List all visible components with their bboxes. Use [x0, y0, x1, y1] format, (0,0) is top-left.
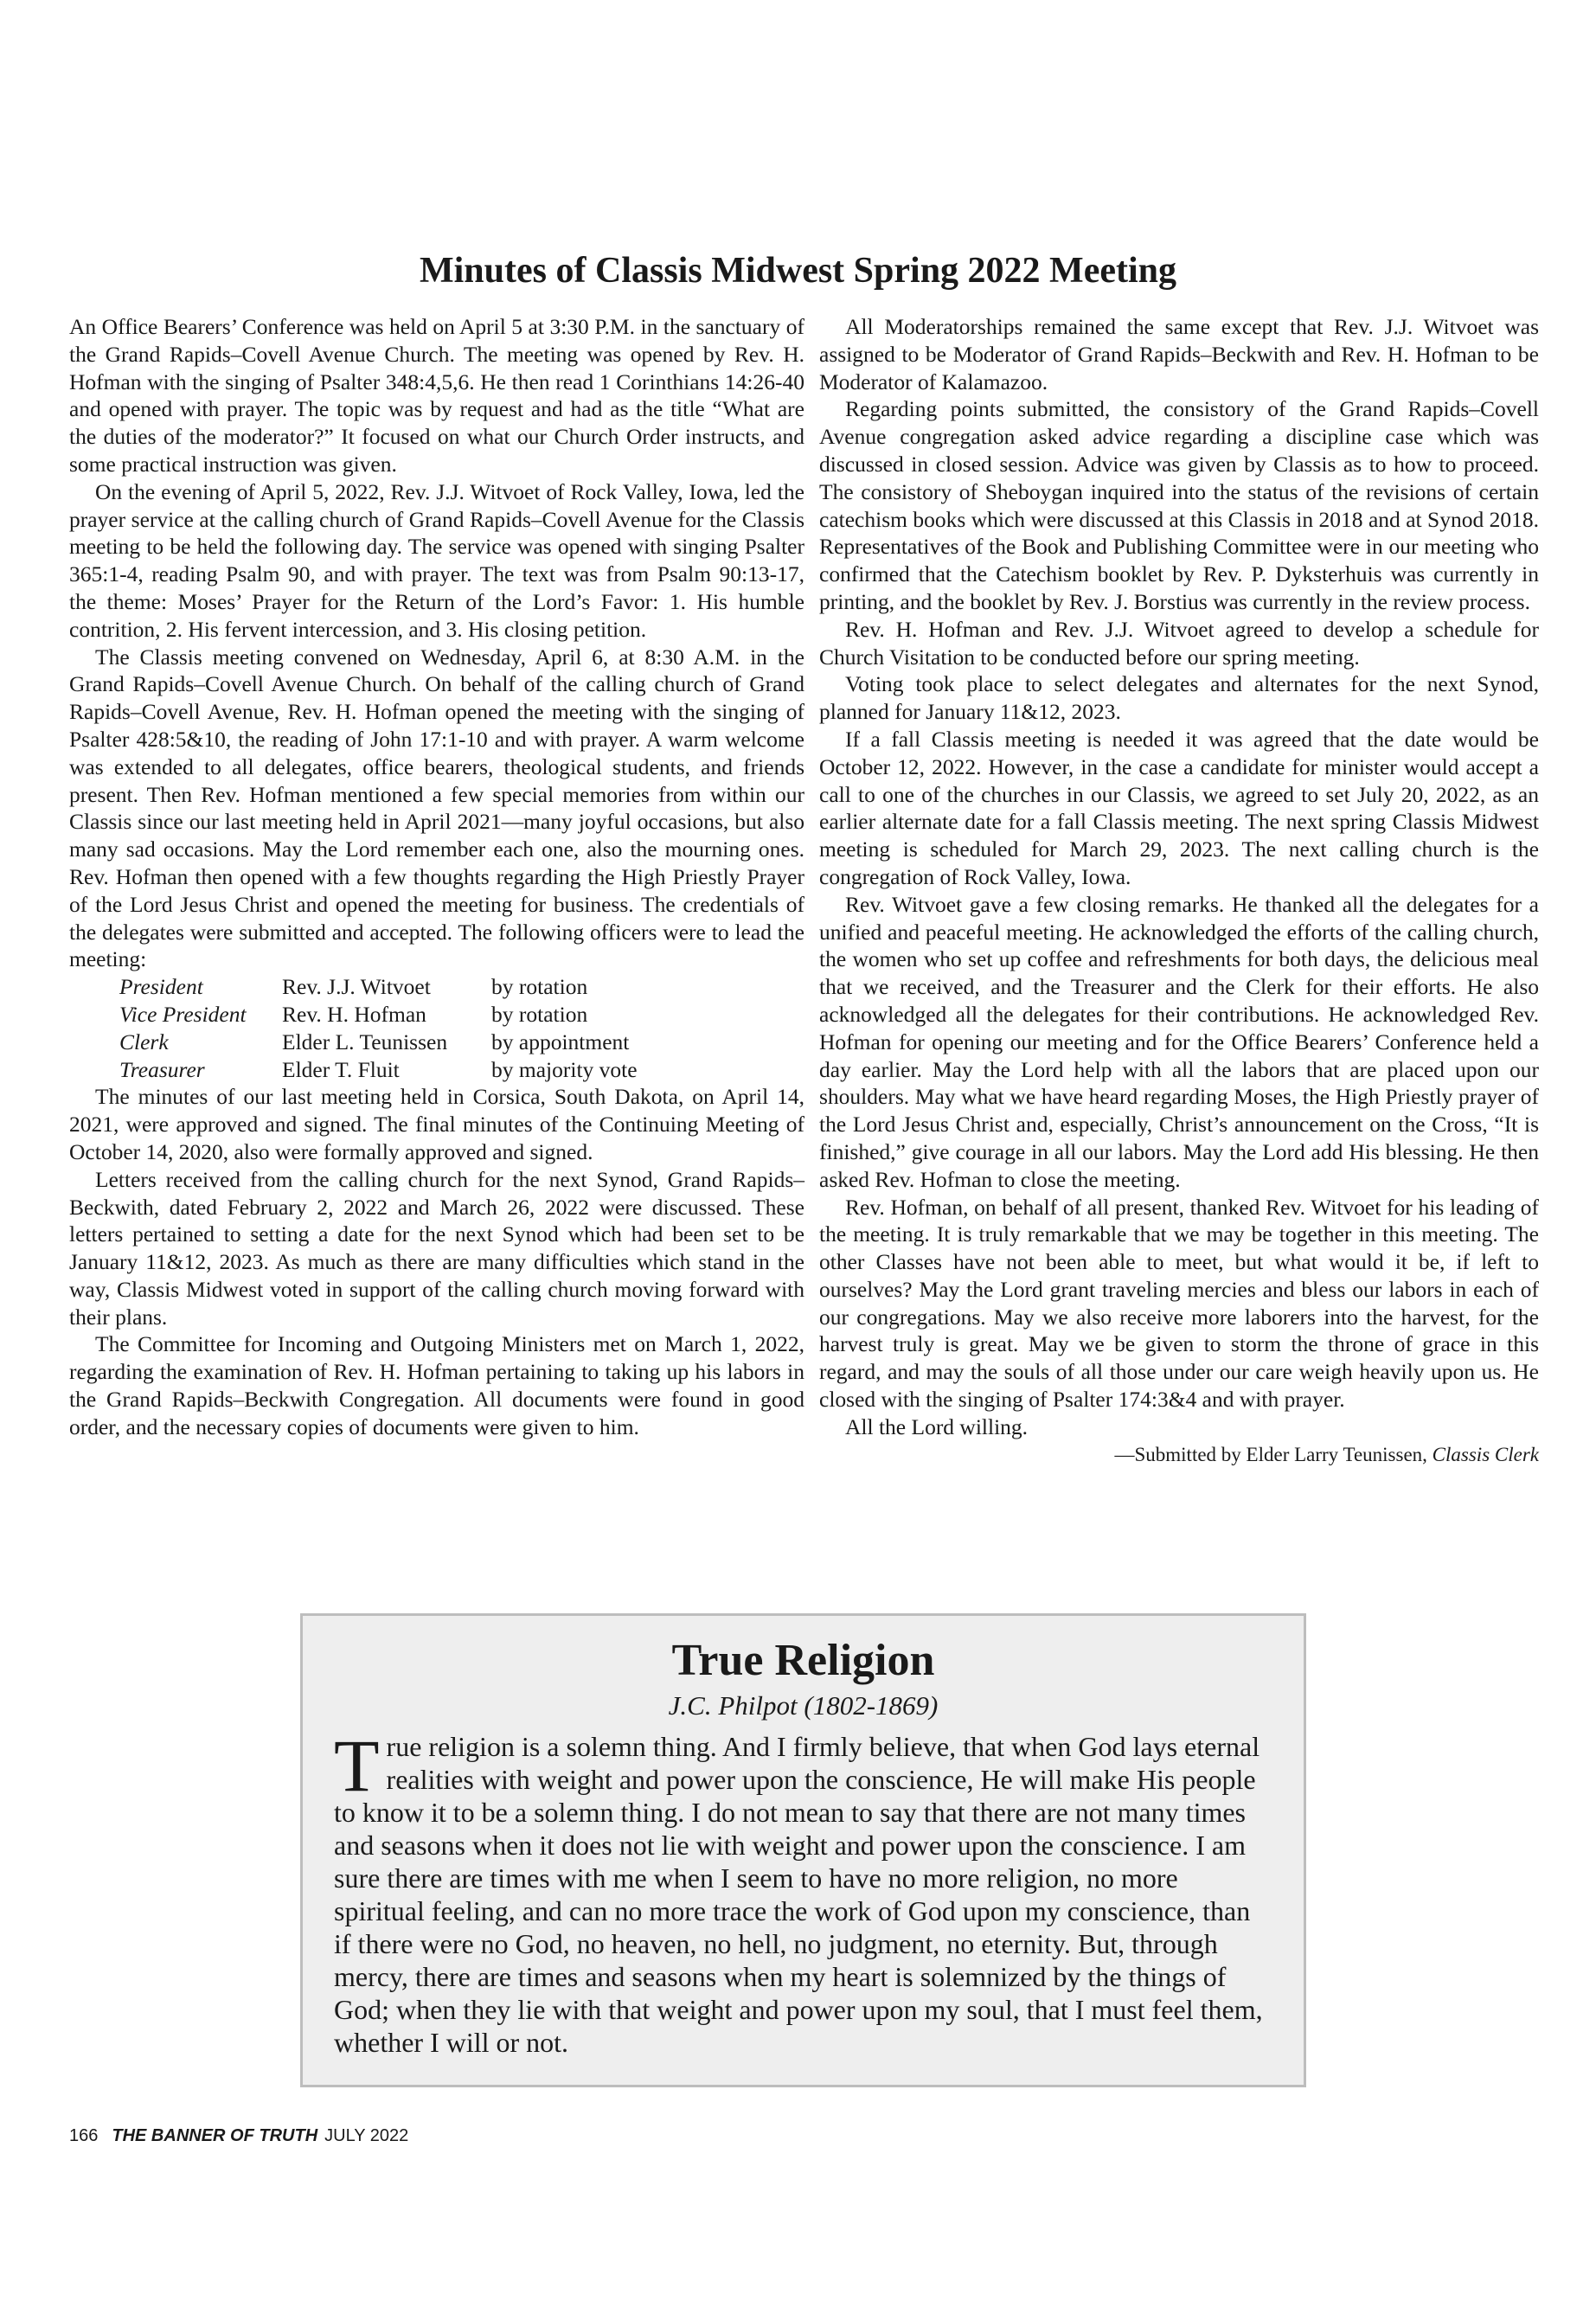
officer-role: Treasurer [119, 1056, 205, 1082]
paragraph: If a fall Classis meeting is needed it was agreed that the date would be October 12, 2022. However, in the case a candidate for minister would accept a call to one of the churches in our Classis, we agreed to set July 20, 2022, as an earlier alternate date for a fall Classis meeting. The next spring Classis Midwest meeting is scheduled for March 29, 2023. The next calling church is the congregation of Rock Valley, Iowa. [819, 726, 1539, 889]
page-footer [69, 2126, 408, 2146]
paragraph: The minutes of our last meeting held in Corsica, South Dakota, on April 14, 2021, were approved and signed. The final minutes of the Continuing Meeting of October 14, 2020, also were formally approved and signed. [69, 1084, 804, 1164]
paragraph: Rev. H. Hofman and Rev. J.J. Witvoet agreed to develop a schedule for Church Visitation to be conducted before our spring meeting. [819, 616, 1539, 670]
box-author: J.C. Philpot (1802-1869) [668, 1689, 939, 1721]
paragraph: The Classis meeting convened on Wednesday, April 6, at 8:30 A.M. in the Grand Rapids–Covell Avenue Church. On behalf of the calling church of Grand Rapids–Covell Avenue, Rev. H. Hofman opened the meeting with the singing of Psalter 428:5&10, the reading of John 17:1-10 and with prayer. A warm welcome was extended to all delegates, office bearers, theological students, and friends present. Then Rev. Hofman mentioned a few special memories from within our Classis since our last meeting held in April 2021—many joyful occasions, but also many sad occasions. May the Lord remember each one, also the mourning ones. Rev. Hofman then opened with a few thoughts regarding the High Priestly Prayer of the Lord Jesus Christ and opened the meeting for business. The credentials of the delegates were submitted and accepted. The following officers were to lead the meeting: [69, 644, 804, 972]
officers-table [119, 973, 638, 1083]
paragraph: All the Lord willing. [845, 1413, 1029, 1439]
box-title: True Religion [671, 1636, 935, 1685]
paragraph: Voting took place to select delegates and alternates for the next Synod, planned for January 11&12, 2023. [819, 671, 1539, 725]
paragraph: An Office Bearers’ Conference was held on April 5 at 3:30 P.M. in the sanctuary of the Grand Rapids–Covell Avenue Church. The meeting was opened by Rev. H. Hofman with the singing of Psalter 348:4,5,6. He then read 1 Corinthians 14:26-40 and opened with prayer. The topic was by request and had as the title “What are the duties of the moderator?” It focused on what our Church Order instructs, and some practical instruction was given. [69, 314, 804, 477]
paragraph: All Moderatorships remained the same except that Rev. J.J. Witvoet was assigned to be Moderator of Grand Rapids–Beckwith and Rev. H. Hofman to be Moderator of Kalamazoo. [819, 314, 1539, 394]
officer-method: by rotation [491, 974, 588, 1000]
officer-method: by rotation [491, 1001, 588, 1027]
paragraph: On the evening of April 5, 2022, Rev. J.J. Witvoet of Rock Valley, Iowa, led the prayer service at the calling church of Grand Rapids–Covell Avenue for the Classis meeting to be held the following day. The service was opened with singing Psalter 365:1-4, reading Psalm 90, and with prayer. The text was from Psalm 90:13-17, the theme: Moses’ Prayer for the Return of the Lord’s Favor: 1. His humble contrition, 2. His fervent intercession, and 3. His closing petition. [69, 478, 804, 642]
paragraph: Regarding points submitted, the consistory of the Grand Rapids–Covell Avenue congregation asked advice regarding a discipline case which was discussed in closed session. Advice was given by Classis as to how to proceed. The consistory of Sheboygan inquired into the status of the revisions of certain catechism books which were discussed at this Classis in 2018 and at Synod 2018. Representatives of the Book and Publishing Committee were in our meeting who confirmed that the Catechism booklet by Rev. P. Dyksterhuis was currently in printing, and the booklet by Rev. J. Borstius was currently in the review process. [819, 396, 1539, 614]
paragraph: Rev. Hofman, on behalf of all present, thanked Rev. Witvoet for his leading of the meeting. It is truly remarkable that we may be together in this meeting. The other Classes have not been able to meet, but what would it be, if left to ourselves? May the Lord grant traveling mercies and bless our labors in each of our congregations. May we also receive more laborers into the harvest, for the harvest truly is great. May we be given to storm the throne of grace in this regard, and may the souls of all those under our care weigh heavily upon us. He closed with the singing of Psalter 174:3&4 and with prayer. [819, 1194, 1539, 1413]
true-religion-box [300, 1613, 1306, 2087]
officer-row [119, 1001, 638, 1029]
paragraph: The Committee for Incoming and Outgoing Ministers met on March 1, 2022, regarding the examination of Rev. H. Hofman pertaining to taking up his labors in the Grand Rapids–Beckwith Congregation. All documents were found in good order, and the necessary copies of documents were given to him. [69, 1331, 804, 1439]
article-title: Minutes of Classis Midwest Spring 2022 Meeting [420, 251, 1176, 291]
box-body [334, 1723, 1271, 2059]
signature-role: Classis Clerk [1432, 1443, 1539, 1465]
right-column [819, 313, 1539, 1468]
issue-date: JULY 2022 [324, 2126, 409, 2145]
drop-cap: T [334, 1723, 380, 1807]
officer-row [119, 1056, 638, 1084]
officer-role: Vice President [119, 1001, 247, 1027]
officer-name: Rev. H. Hofman [282, 1001, 426, 1027]
officer-role: Clerk [119, 1029, 169, 1054]
paragraph: Rev. Witvoet gave a few closing remarks. He thanked all the delegates for a unified and peaceful meeting. He acknowledged the efforts of the calling church, the women who set up coffee and refreshments for both days, the delicious meal that we received, and the Treasurer and the Clerk for their efforts. He also acknowledged all the delegates for their contributions. He acknowledged Rev. Hofman for opening our meeting and for the Office Bearers’ Conference held a day earlier. May the Lord help with all the labors that are placed upon our shoulders. May what we have heard regarding Moses, the High Priestly prayer of the Lord Jesus Christ and, especially, Christ’s announcement on the Cross, “It is finished,” give courage in all our labors. May the Lord add His blessing. He then asked Rev. Hofman to close the meeting. [819, 891, 1539, 1192]
officer-row [119, 1029, 638, 1056]
officer-role: President [119, 974, 203, 1000]
paragraph: Letters received from the calling church for the next Synod, Grand Rapids–Beckwith, dated February 2, 2022 and March 26, 2022 were discussed. These letters pertained to setting a date for the next Synod which had been set to be January 11&12, 2023. As much as there are many difficulties which stand in the way, Classis Midwest voted in support of the calling church moving forward with their plans. [69, 1166, 804, 1330]
box-body-text: rue religion is a solemn thing. And I firmly believe, that when God lays eternal realities with weight and power upon the conscience, He will make His people to know it to be a solemn thing. I do not mean to say that there are not many times and seasons when it does not lie with weight and power upon the conscience. I am sure there are times with me when I seem to have no more religion, no more spiritual feeling, and can no more trace the work of God upon my conscience, than if there were no God, no heaven, no hell, no judgment, no eternity. But, through mercy, there are times and seasons when my heart is solemnized by the things of God; when they lie with that weight and power upon my soul, that I must feel them, whether I will or not. [334, 1730, 1263, 2058]
signature [819, 1441, 1539, 1469]
signature-prefix: —Submitted by Elder Larry Teunissen, [1114, 1443, 1427, 1465]
officer-method: by appointment [491, 1029, 630, 1054]
officer-name: Rev. J.J. Witvoet [282, 974, 431, 1000]
magazine-name: THE BANNER OF TRUTH [112, 2126, 318, 2145]
left-column [69, 313, 804, 1441]
officer-name: Elder L. Teunissen [282, 1029, 448, 1054]
officer-method: by majority vote [491, 1056, 638, 1082]
officer-name: Elder T. Fluit [282, 1056, 400, 1082]
officer-row [119, 973, 638, 1001]
page-number: 166 [69, 2126, 99, 2145]
